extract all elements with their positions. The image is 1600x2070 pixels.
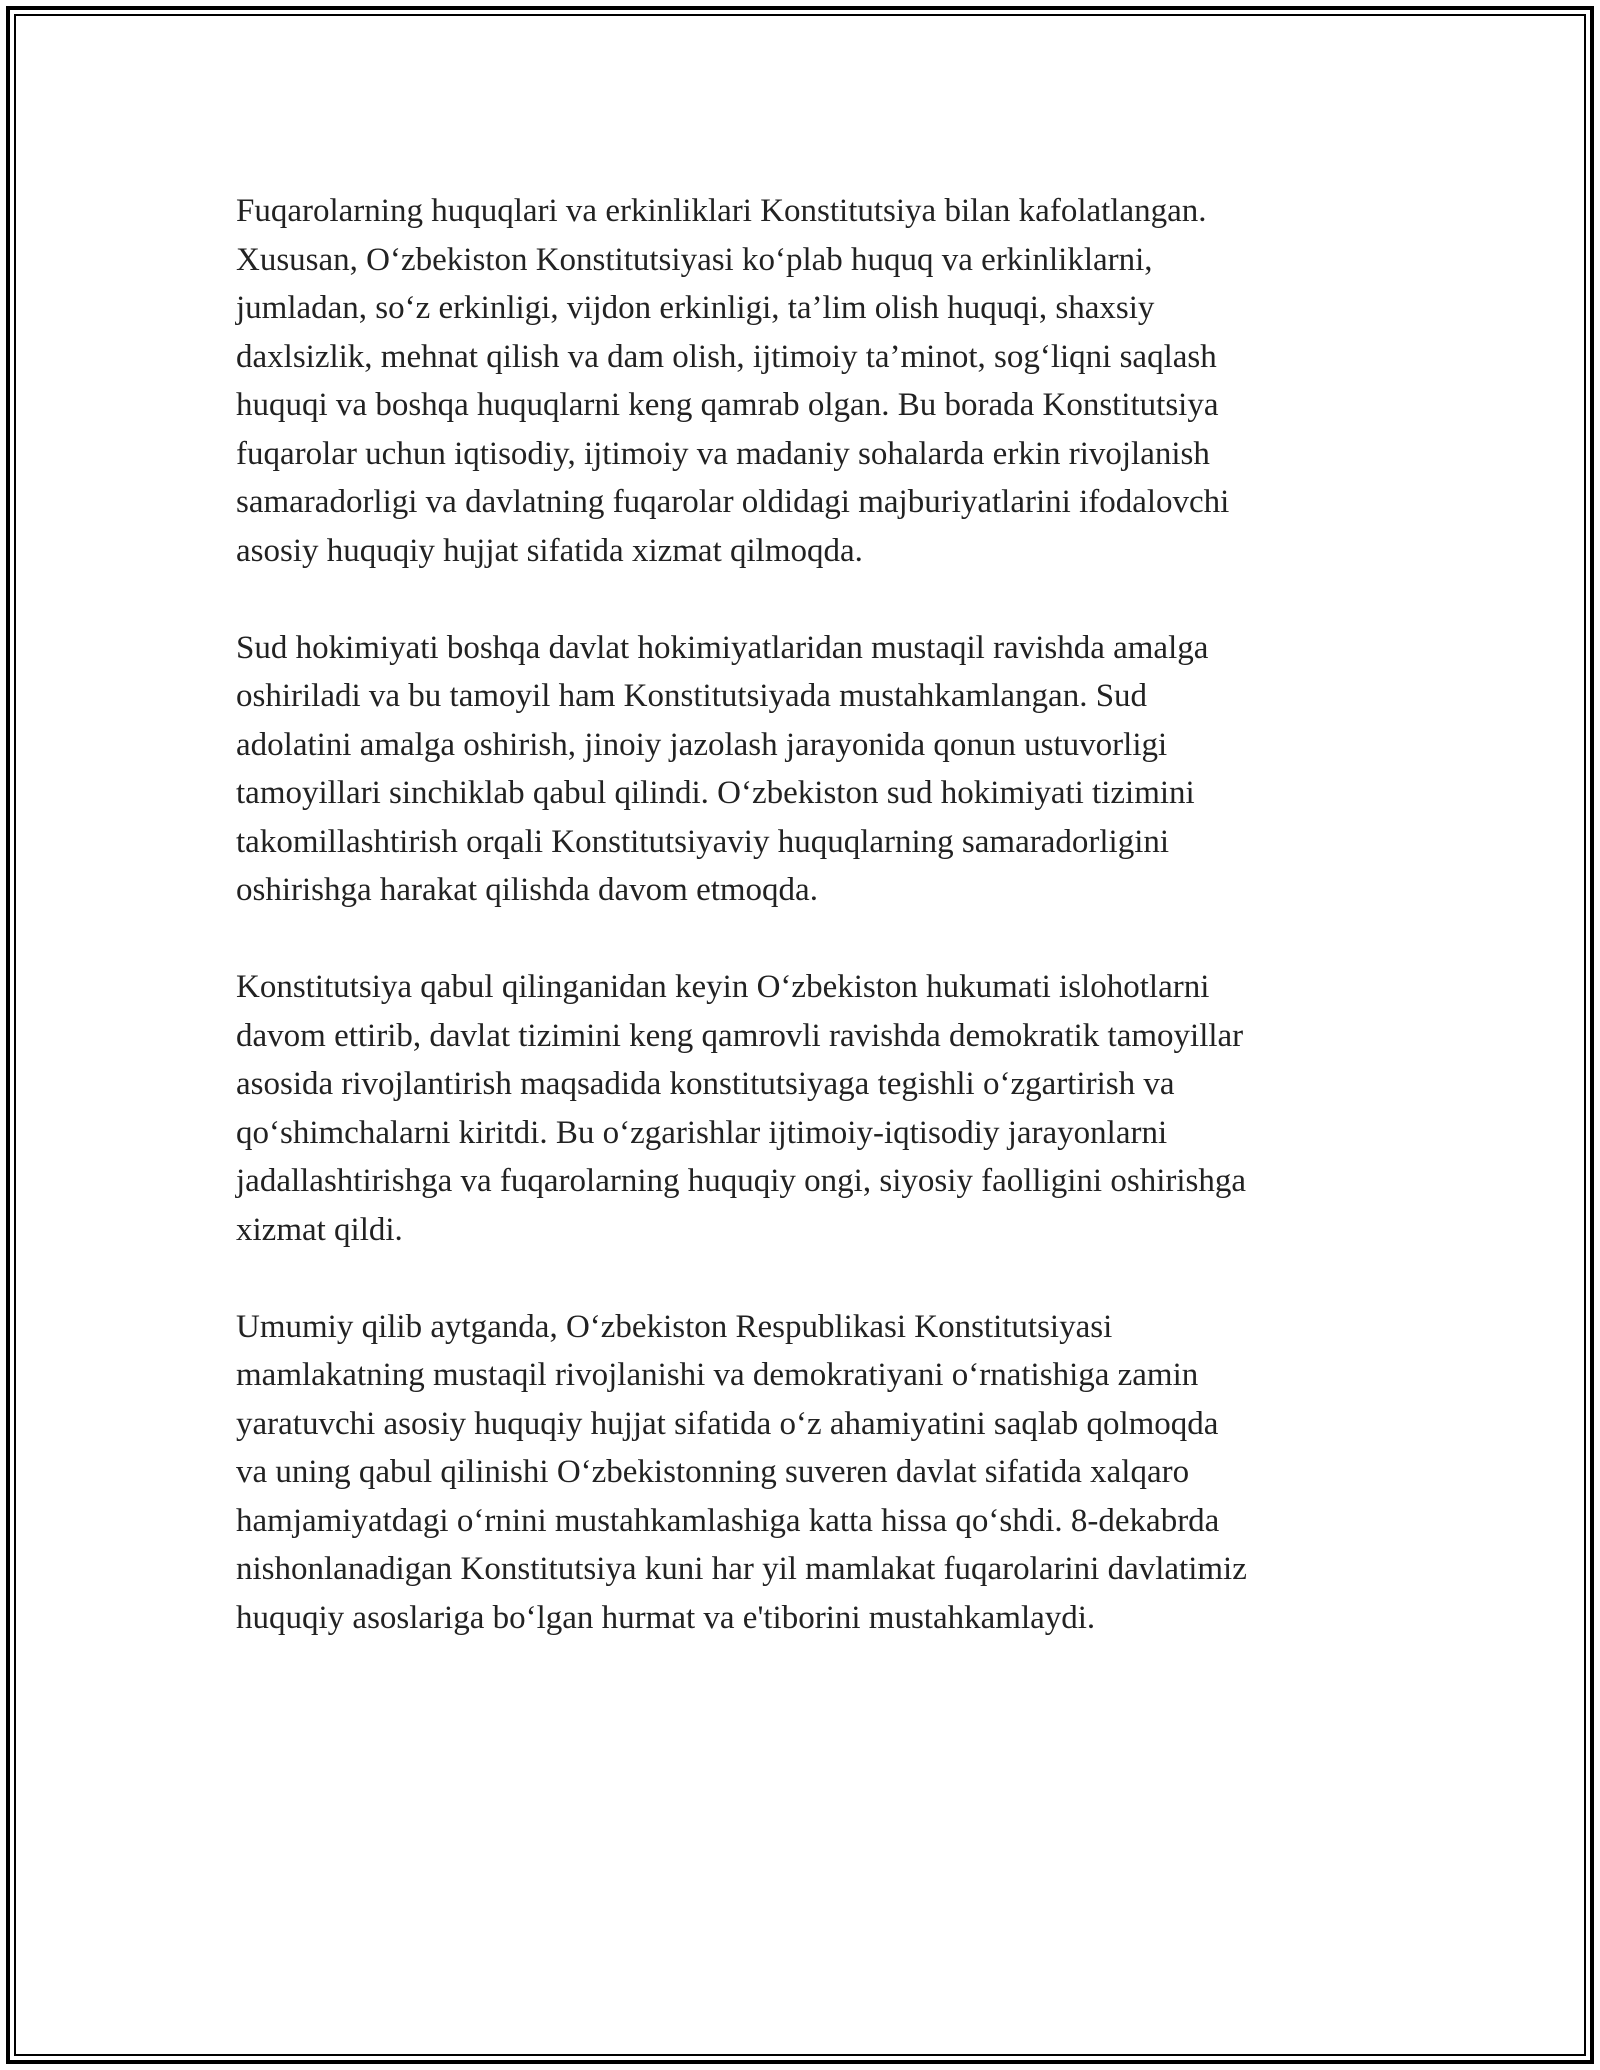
text-line: daxlsizlik, mehnat qilish va dam olish, ijtimoiy ta’minot, sog‘liqni saqlash [236, 338, 1217, 375]
text-line: takomillashtirish orqali Konstitutsiyaviy huquqlarning samaradorligini [236, 823, 1170, 860]
text-line: xizmat qildi. [236, 1211, 403, 1248]
text-line: nishonlanadigan Konstitutsiya kuni har yil mamlakat fuqarolarini davlatimiz [236, 1551, 1247, 1587]
text-line: qo‘shimchalarni kiritdi. Bu o‘zgarishlar ijtimoiy-iqtisodiy jarayonlarni [236, 1114, 1168, 1151]
text-line: jadallashtirishga va fuqarolarning huquqiy ongi, siyosiy faolligini oshirishga [236, 1163, 1247, 1199]
text-line: mamlakatning mustaqil rivojlanishi va demokratiyani o‘rnatishiga zamin [236, 1357, 1199, 1393]
text-line: oshirishga harakat qilishda davom etmoqda. [236, 872, 818, 908]
text-line: Konstitutsiya qabul qilinganidan keyin O‘zbekiston hukumati islohotlarni [236, 969, 1210, 1005]
text-line: Umumiy qilib aytganda, O‘zbekiston Respublikasi Konstitutsiyasi [236, 1308, 1113, 1345]
text-line: Xususan, O‘zbekiston Konstitutsiyasi ko‘plab huquq va erkinliklarni, [236, 241, 1153, 278]
text-line: Sud hokimiyati boshqa davlat hokimiyatlaridan mustaqil ravishda amalga [236, 629, 1209, 666]
text-line: hamjamiyatdagi o‘rnini mustahkamlashiga katta hissa qo‘shdi. 8-dekabrda [236, 1502, 1220, 1539]
document-body [236, 187, 1386, 1691]
text-line: samaradorligi va davlatning fuqarolar oldidagi majburiyatlarini ifodalovchi [236, 484, 1230, 520]
text-line: Fuqarolarning huquqlari va erkinliklari Konstitutsiya bilan kafolatlangan. [236, 193, 1207, 229]
paragraph-1 [236, 187, 1386, 575]
text-line: asosida rivojlantirish maqsadida konstitutsiyaga tegishli o‘zgartirish va [236, 1066, 1175, 1102]
text-line: davom ettirib, davlat tizimini keng qamrovli ravishda demokratik tamoyillar [236, 1017, 1244, 1054]
paragraph-4 [236, 1303, 1386, 1643]
text-line: fuqarolar uchun iqtisodiy, ijtimoiy va madaniy sohalarda erkin rivojlanish [236, 435, 1210, 472]
text-line: huquqi va boshqa huquqlarni keng qamrab olgan. Bu borada Konstitutsiya [236, 387, 1219, 423]
text-line: huquqiy asoslariga bo‘lgan hurmat va e'tiborini mustahkamlaydi. [236, 1599, 1096, 1636]
paragraph-2 [236, 624, 1386, 915]
text-line: adolatini amalga oshirish, jinoiy jazolash jarayonida qonun ustuvorligi [236, 726, 1168, 763]
text-line: oshiriladi va bu tamoyil ham Konstitutsiyada mustahkamlangan. Sud [236, 678, 1148, 714]
text-line: va uning qabul qilinishi O‘zbekistonning suveren davlat sifatida xalqaro [236, 1454, 1190, 1490]
text-line: yaratuvchi asosiy huquqiy hujjat sifatida o‘z ahamiyatini saqlab qolmoqda [236, 1405, 1219, 1442]
text-line: asosiy huquqiy hujjat sifatida xizmat qilmoqda. [236, 532, 863, 569]
paragraph-3 [236, 963, 1386, 1254]
text-line: jumladan, so‘z erkinligi, vijdon erkinligi, ta’lim olish huquqi, shaxsiy [236, 290, 1155, 326]
text-line: tamoyillari sinchiklab qabul qilindi. O‘zbekiston sud hokimiyati tizimini [236, 775, 1195, 811]
